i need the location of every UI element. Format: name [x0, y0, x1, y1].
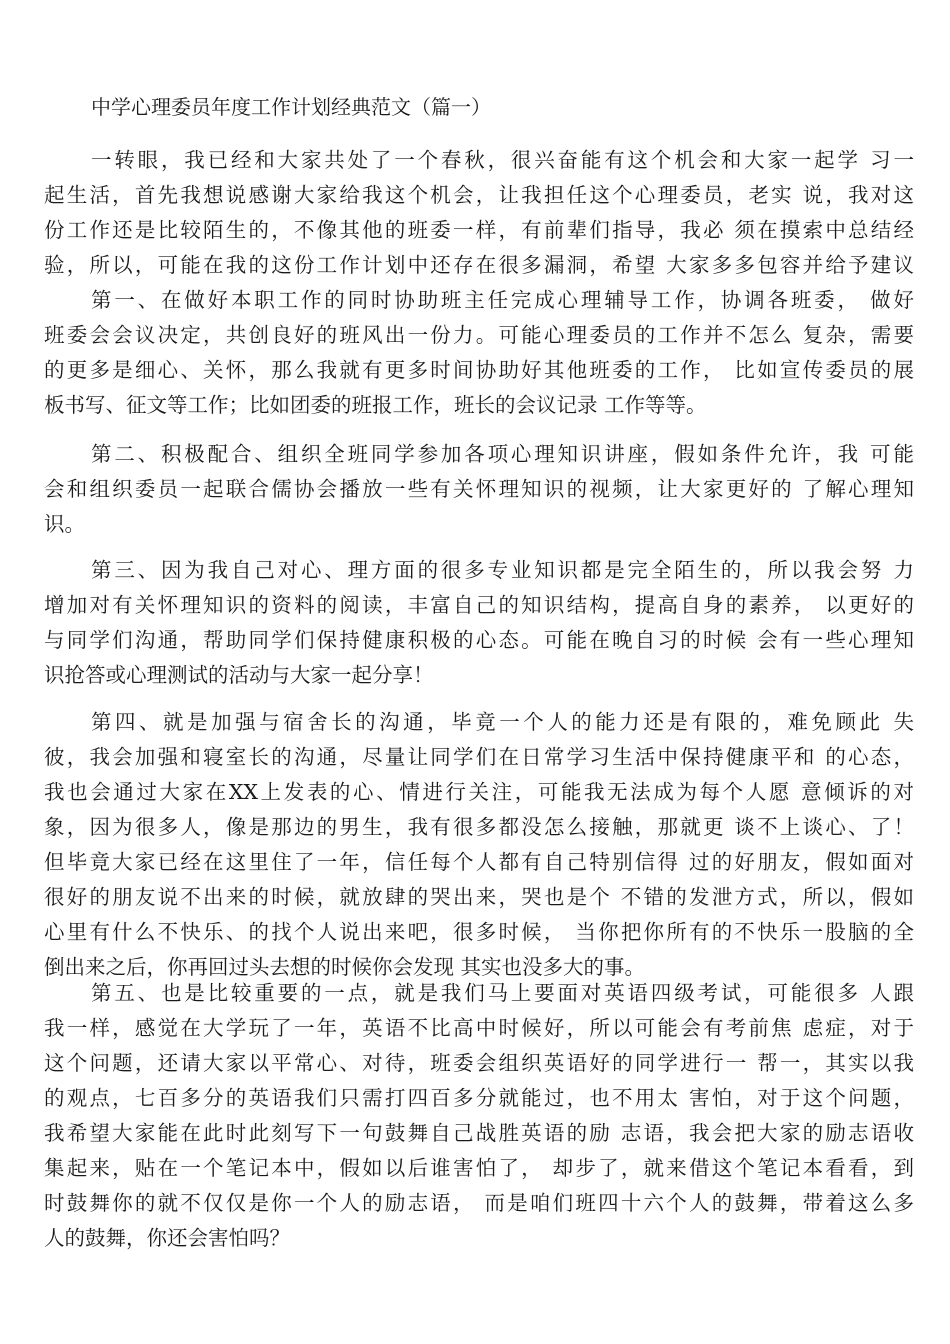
paragraph-line: 验，所以，可能在我的这份工作计划中还存在很多漏洞，希望 大家多多包容并给予建议: [44, 253, 914, 277]
paragraph-line: 第五、也是比较重要的一点，就是我们马上要面对英语四级考试，可能很多 人跟: [91, 981, 914, 1005]
paragraph-line: 这个问题，还请大家以平常心、对待，班委会组织英语好的同学进行一 帮一，其实以我: [44, 1051, 914, 1075]
paragraph-line: 起生活，首先我想说感谢大家给我这个机会，让我担任这个心理委员，老实 说，我对这: [44, 183, 914, 207]
paragraph-third-item: [44, 553, 914, 693]
paragraph-intro: [44, 143, 914, 283]
paragraph-line: 第二、积极配合、组织全班同学参加各项心理知识讲座，假如条件允许，我 可能: [91, 442, 914, 466]
paragraph-line: 识抢答或心理测试的活动与大家一起分享！: [44, 663, 434, 687]
paragraph-line: 象，因为很多人，像是那边的男生，我有很多都没怎么接触，那就更 谈不上谈心、了！: [44, 815, 914, 839]
paragraph-line: 时鼓舞你的就不仅仅是你一个人的励志语， 而是咱们班四十六个人的鼓舞，带着这么多: [44, 1191, 914, 1215]
paragraph-line: 心里有什么不快乐、的找个人说出来吧，很多时候， 当你把你所有的不快乐一股脑的全: [44, 920, 914, 944]
paragraph-line: 识。: [44, 512, 85, 536]
paragraph-line: 倒出来之后，你再回过头去想的时候你会发现 其实也没多大的事。: [44, 955, 646, 979]
paragraph-line: 的观点，七百多分的英语我们只需打四百多分就能过，也不用太 害怕，对于这个问题，: [44, 1086, 914, 1110]
paragraph-line: 板书写、征文等工作；比如团委的班报工作，班长的会议记录 工作等等。: [44, 393, 707, 417]
paragraph-line: 一转眼，我已经和大家共处了一个春秋，很兴奋能有这个机会和大家一起学 习一: [91, 148, 914, 172]
paragraph-line: 班委会会议决定，共创良好的班风出一份力。可能心理委员的工作并不怎么 复杂，需要: [44, 323, 914, 347]
paragraph-line: 份工作还是比较陌生的，不像其他的班委一样，有前辈们指导，我必 须在摸索中总结经: [44, 218, 914, 242]
paragraph-line: 的更多是细心、关怀，那么我就有更多时间协助好其他班委的工作， 比如宣传委员的展: [44, 358, 914, 382]
paragraph-line: 我希望大家能在此时此刻写下一句鼓舞自己战胜英语的励 志语，我会把大家的励志语收: [44, 1121, 914, 1145]
paragraph-line: 人的鼓舞，你还会害怕吗？: [44, 1226, 290, 1250]
paragraph-line: 但毕竟大家已经在这里住了一年，信任每个人都有自己特别信得 过的好朋友，假如面对: [44, 850, 914, 874]
paragraph-line: 我也会通过大家在XX上发表的心、情进行关注，可能我无法成为每个人愿 意倾诉的对: [44, 780, 914, 804]
paragraph-line: 彼，我会加强和寝室长的沟通，尽量让同学们在日常学习生活中保持健康平和 的心态，: [44, 745, 914, 769]
paragraph-line: 会和组织委员一起联合儒协会播放一些有关怀理知识的视频，让大家更好的 了解心理知: [44, 477, 914, 501]
paragraph-line: 我一样，感觉在大学玩了一年，英语不比高中时候好，所以可能会有考前焦 虑症，对于: [44, 1016, 914, 1040]
paragraph-line: 很好的朋友说不出来的时候，就放肆的哭出来，哭也是个 不错的发泄方式，所以，假如: [44, 885, 914, 909]
paragraph-line: 集起来，贴在一个笔记本中，假如以后谁害怕了， 却步了，就来借这个笔记本看看，到: [44, 1156, 914, 1180]
paragraph-line: 第四、就是加强与宿舍长的沟通，毕竟一个人的能力还是有限的，难免顾此 失: [91, 710, 914, 734]
paragraph-line: 第三、因为我自己对心、理方面的很多专业知识都是完全陌生的，所以我会努 力: [91, 558, 914, 582]
paragraph-second-item: [44, 437, 914, 542]
document-title: 中学心理委员年度工作计划经典范文（篇一）: [91, 95, 491, 119]
paragraph-line: 与同学们沟通，帮助同学们保持健康积极的心态。可能在晚自习的时候 会有一些心理知: [44, 628, 914, 652]
paragraph-fifth-item: [44, 976, 914, 1256]
paragraph-first-item: [44, 283, 914, 423]
paragraph-line: 第一、在做好本职工作的同时协助班主任完成心理辅导工作，协调各班委， 做好: [91, 288, 914, 312]
paragraph-line: 增加对有关怀理知识的资料的阅读，丰富自己的知识结构，提高自身的素养， 以更好的: [44, 593, 914, 617]
paragraph-fourth-item: [44, 705, 914, 985]
